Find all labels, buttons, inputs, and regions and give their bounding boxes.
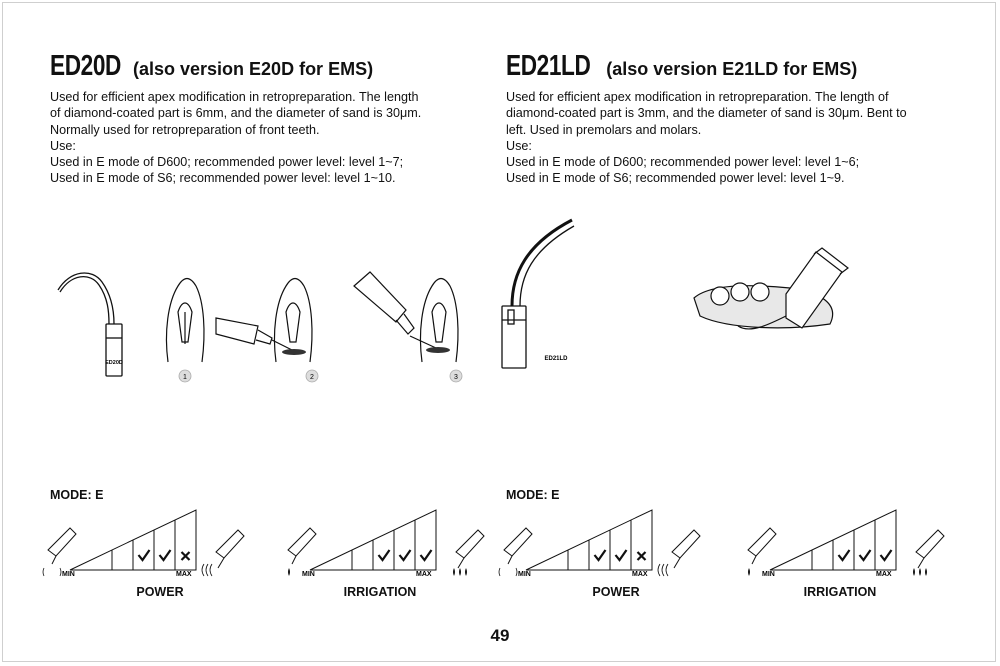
ed21ld-title xyxy=(506,50,956,83)
desc-line: Normally used for retropreparation of front teeth. xyxy=(50,122,320,137)
ed20d-model-name: ED20D xyxy=(50,50,121,82)
ed21ld-model-name: ED21LD xyxy=(506,50,591,82)
check-icon xyxy=(400,550,411,560)
desc-line: Used for efficient apex modification in retropreparation. The length xyxy=(50,90,419,104)
scale-min-label: MIN xyxy=(62,571,75,578)
step-number: 3 xyxy=(454,374,458,381)
check-icon xyxy=(839,550,850,560)
desc-line: Used for efficient apex modification in retropreparation. The length of xyxy=(506,90,889,104)
page-number: 49 xyxy=(490,626,510,645)
irrigation-segment-marks xyxy=(379,550,432,560)
scale-min-label: MIN xyxy=(518,571,531,578)
step-3-tooth-illustration xyxy=(350,262,478,390)
desc-line: Used in E mode of D600; recommended power level: level 1~6; xyxy=(506,155,860,170)
ed20d-power-caption: POWER xyxy=(136,585,184,599)
ed20d-tip-illustration xyxy=(50,262,130,382)
scale-max-label: MAX xyxy=(416,571,432,578)
ed20d-mode-label: MODE: E xyxy=(50,488,104,502)
ed21ld-tip-engraving: ED21LD xyxy=(544,356,568,362)
ed21ld-version-note: (also version E21LD for EMS) xyxy=(606,59,858,79)
scale-min-label: MIN xyxy=(762,571,775,578)
scale-max-label: MAX xyxy=(876,571,892,578)
scale-min-label: MIN xyxy=(302,571,315,578)
check-icon xyxy=(860,550,871,560)
desc-line: left. Used in premolars and molars. xyxy=(506,122,702,137)
irrigation-segment-marks xyxy=(839,550,892,560)
desc-line: Used in E mode of S6; recommended power level: level 1~9. xyxy=(506,171,845,186)
power-segment-marks xyxy=(595,550,646,560)
ed20d-description xyxy=(50,89,500,187)
check-icon xyxy=(421,550,432,560)
check-icon xyxy=(160,550,171,560)
desc-line: Use: xyxy=(506,138,532,153)
scale-max-label: MAX xyxy=(176,571,192,578)
scale-max-label: MAX xyxy=(632,571,648,578)
cross-icon xyxy=(638,552,646,560)
ed21ld-power-caption: POWER xyxy=(592,585,640,599)
step-2-tooth-illustration xyxy=(214,272,338,390)
step-number: 2 xyxy=(310,374,314,381)
desc-line: Used in E mode of D600; recommended power level: level 1~7; xyxy=(50,155,404,170)
ed20d-section xyxy=(50,50,500,187)
step-1-tooth-illustration xyxy=(158,272,214,390)
ed21ld-mode-label: MODE: E xyxy=(506,488,560,502)
check-icon xyxy=(379,550,390,560)
ed21ld-power-scale xyxy=(496,506,726,582)
check-icon xyxy=(881,550,892,560)
desc-line: Use: xyxy=(50,138,76,153)
step-number: 1 xyxy=(183,374,187,381)
ed20d-irrigation-caption: IRRIGATION xyxy=(343,585,417,599)
power-segment-marks xyxy=(139,550,190,560)
ed21ld-description xyxy=(506,89,956,187)
ed20d-power-scale xyxy=(40,506,270,582)
ed20d-irrigation-scale xyxy=(280,506,510,582)
ed21ld-irrigation-caption: IRRIGATION xyxy=(803,585,877,599)
check-icon xyxy=(139,550,150,560)
ed21ld-section xyxy=(506,50,956,187)
desc-line: diamond-coated part is 3mm, and the diameter of sand is 30μm. Bent to xyxy=(506,106,907,121)
check-icon xyxy=(595,550,606,560)
ed20d-tip-engraving: ED20D xyxy=(105,360,123,366)
desc-line: of diamond-coated part is 6mm, and the diameter of sand is 30μm. xyxy=(50,106,422,121)
ed21ld-irrigation-scale xyxy=(740,506,970,582)
desc-line: Used in E mode of S6; recommended power level: level 1~10. xyxy=(50,171,396,186)
ed21ld-tip-illustration xyxy=(496,214,596,374)
check-icon xyxy=(616,550,627,560)
cross-icon xyxy=(182,552,190,560)
molar-procedure-illustration xyxy=(690,244,860,344)
ed20d-title xyxy=(50,50,500,83)
ed20d-version-note: (also version E20D for EMS) xyxy=(133,59,374,79)
